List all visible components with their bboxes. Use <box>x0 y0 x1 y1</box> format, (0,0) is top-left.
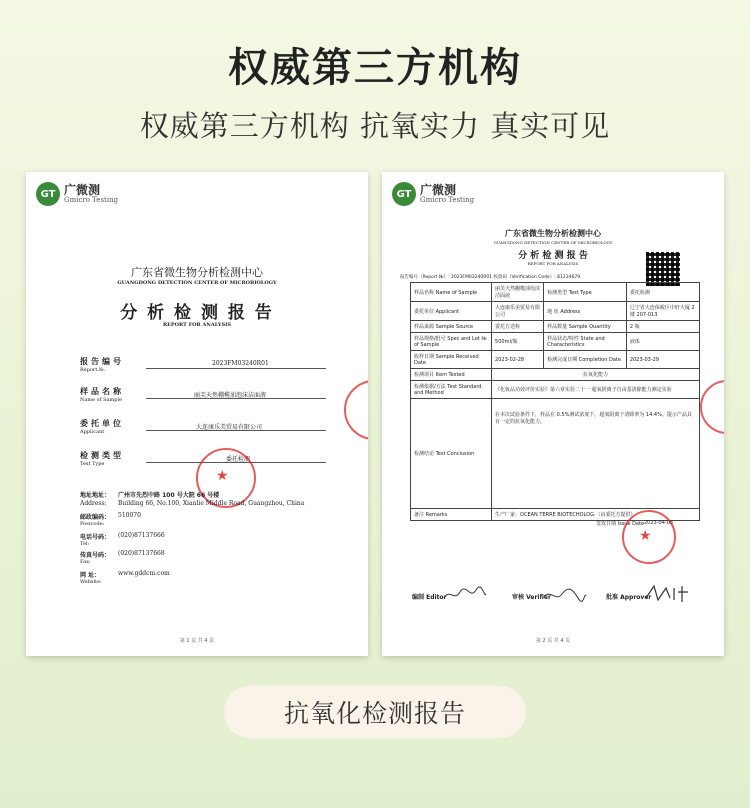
org-name-en: GUANGDONG DETECTION CENTER OF MICROBIOLOGY <box>117 280 277 286</box>
org-name-cn: 广东省微生物分析检测中心 <box>131 266 263 279</box>
web-value: www.gddcm.com <box>118 570 170 577</box>
tel-value: (020)87137666 <box>118 532 165 539</box>
logo-cn: 广微测 <box>64 182 101 197</box>
fax-label: 传真号码： <box>80 552 111 559</box>
table-row: 样品来源 Sample Source 委托方送检 样品数量 Sample Quantity 2 瓶 <box>411 321 700 333</box>
table-row: 样品规格/批号 Spec and Lot № of Sample 500ml/瓶 样品状态/特性 State and Characteristics 液体 <box>411 333 700 351</box>
value-report-no: 2023FM03240R01 <box>212 360 269 367</box>
approver-label: 批准 Approver <box>606 594 652 601</box>
page-title: 权威第三方机构 <box>228 45 522 91</box>
issue-date-value: 2023-04-06 <box>644 520 674 526</box>
web-label: 网 址： <box>80 572 101 579</box>
seal-star-icon: ★ <box>216 468 229 484</box>
address-value: 广州市先烈中路 100 号大院 66 号楼 <box>118 492 220 499</box>
table-row: 检测结论 Test Conclusion 在本次试验条件下，样品在 0.5%测试浓度下，超氧阴离子清除率为 14.4%。提示产品具有一定的抗氧化能力。 <box>411 399 700 509</box>
gt-logo-icon: GT <box>36 182 60 206</box>
address-en-value: Building 66, No.100, Xianlie Middle Road, Guangzhou, China <box>118 500 305 507</box>
org-name-en: GUANGDONG DETECTION CENTER OF MICROBIOLOGY <box>493 240 613 245</box>
fax-en-label: Fax: <box>80 559 91 565</box>
field-applicant: 委托单位 Applicant <box>80 419 124 435</box>
red-seal-stamp-edge <box>700 380 724 434</box>
table-row: 检测依据/方法 Test Standard and Method 《化妆品功效评价实验》第六章实验二十一 超氧阴离子自由基清除能力测定实验 <box>411 381 700 399</box>
table-row: 收样日期 Sample Received Date 2023-02-28 检测完成日期 Completion Date 2023-03-29 <box>411 351 700 369</box>
qr-code-icon <box>646 252 680 286</box>
report-title-cn: 分 析 检 测 报 告 <box>518 251 588 261</box>
gmicro-logo-2 <box>392 182 474 206</box>
table-row: 检测项目 Item Tested 抗氧化能力 <box>411 369 700 381</box>
red-seal-stamp-edge <box>344 380 368 440</box>
logo-cn: 广微测 <box>420 182 457 197</box>
logo-en: Gmicro Testing <box>64 195 119 204</box>
verifier-label: 审核 Verifier <box>512 594 551 601</box>
page-number: 第 2 页 共 4 页 <box>535 638 571 644</box>
table-row: 委托单位 Applicant 大连康乐美贸易有限公司 地 址 Address 辽宁省大连保税区中轩大厦 2 楼 207-013 <box>411 302 700 321</box>
address-en-label: Address: <box>80 500 107 507</box>
tel-label: 电话号码： <box>80 534 111 541</box>
field-report-no: 报告编号 Report.№. <box>80 357 124 373</box>
tel-en-label: Tel: <box>80 541 90 547</box>
field-sample-name: 样品名称 Name of Sample <box>80 387 124 403</box>
postcode-en-label: Postcode: <box>80 521 105 527</box>
report-title-cn: 分 析 检 测 报 告 <box>120 303 274 323</box>
issue-date-label: 签发日期 Issue Date <box>596 521 645 527</box>
logo-en: Gmicro Testing <box>420 195 475 204</box>
editor-signature-icon <box>442 586 488 604</box>
fax-value: (020)87137668 <box>118 550 165 557</box>
verifier-signature-icon <box>542 586 588 604</box>
report-title-en: REPORT FOR ANALYSIS <box>162 322 232 328</box>
editor-label: 编制 Editor <box>412 594 447 601</box>
table-row: 样品名称 Name of Sample 丽芙天然棚榄油泡沫洁面液 检测类型 Test Type 委托检测 <box>411 283 700 302</box>
postcode-label: 邮政编码： <box>80 514 111 521</box>
report-title-en: REPORT FOR ANALYSIS <box>527 261 579 266</box>
page-number: 第 1 页 共 4 页 <box>179 638 215 644</box>
gt-logo-icon: GT <box>392 182 416 206</box>
table-row: 备注 Remarks 生产厂家：OCEAN TERRE BIOTECHOLOG.（由委托方提供） <box>411 509 700 521</box>
approver-signature-icon <box>644 584 690 604</box>
org-name-cn: 广东省微生物分析检测中心 <box>505 229 601 238</box>
report-table <box>410 282 700 521</box>
postcode-value: 510070 <box>118 512 141 519</box>
address-label: 地址地址： <box>80 492 111 499</box>
report-cover-page <box>26 172 368 656</box>
value-sample-name: 丽芙天然棚榄油泡沫洁面液 <box>194 392 267 399</box>
web-en-label: Website: <box>80 579 102 585</box>
gmicro-logo <box>36 182 118 206</box>
seal-star-icon: ★ <box>639 528 652 544</box>
value-applicant: 大连康乐美贸易有限公司 <box>196 424 263 431</box>
caption-pill: 抗氧化检测报告 <box>224 686 526 738</box>
report-detail-page <box>382 172 724 656</box>
value-test-type: 委托检测 <box>226 456 251 463</box>
report-ref-line: 报告编号（Report №）: 2023FM03240R01 校验码（Verification Code）: 81234679 <box>400 275 581 280</box>
field-test-type: 检测类型 Test Type <box>80 451 124 467</box>
page-subtitle: 权威第三方机构 抗氧实力 真实可见 <box>139 109 611 143</box>
